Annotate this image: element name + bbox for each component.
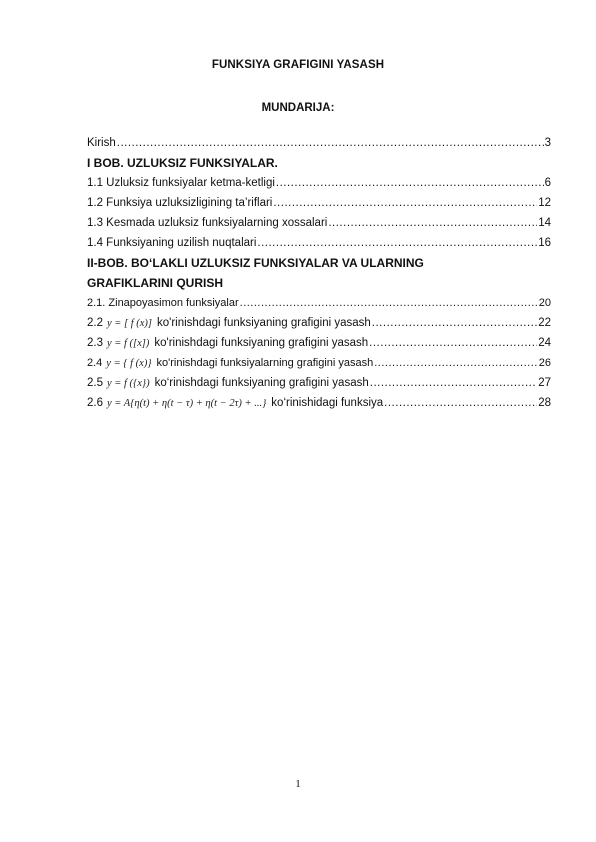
toc-entry [87,233,551,253]
toc-entry-page: 26 [538,357,551,369]
dot-leader [370,373,537,393]
toc-entry-page: 6 [544,177,551,189]
toc-entry-label: 1.2 Funksiya uzluksizligining ta’riflari [87,197,273,209]
toc-heading: MUNDARIJA: [261,102,335,114]
table-of-contents [87,133,551,413]
toc-entry-formula: y = { f (x)} [106,358,152,369]
toc-entry-page: 12 [538,197,551,209]
dot-leader [273,193,537,213]
toc-entry-page: 16 [538,237,551,249]
chapter-title: II-BOB. BO‘LAKLI UZLUKSIZ FUNKSIYALAR VA ULARNING [87,256,424,270]
toc-entry-page: 14 [538,217,551,229]
toc-entry [87,373,551,393]
toc-entry [87,193,551,213]
chapter-title: I BOB. UZLUKSIZ FUNKSIYALAR. [87,156,278,170]
dot-leader [276,173,544,193]
toc-entry-number: 2.5 [87,377,103,389]
toc-entry-label: ko‘rinishdagi funksiyaning grafigini yasash [154,377,369,389]
chapter-title: GRAFIKLARINI QURISH [87,276,223,290]
toc-entry [87,213,551,233]
toc-entry [87,393,551,413]
toc-entry-label: ko'rinishdagi funksiyalarning grafigini yasash [156,357,374,369]
dot-leader [374,353,538,373]
toc-entry-label: ko‘rinishidagi funksiya [271,397,384,409]
toc-entry-page: 3 [544,137,551,149]
toc-chapter-heading [87,273,551,293]
dot-leader [117,133,544,153]
toc-entry-label: 2.1. Zinapoyasimon funksiyalar [87,297,239,309]
dot-leader [240,293,538,313]
toc-entry-page: 28 [538,397,551,409]
toc-entry-formula: y = [ f (x)] [107,318,152,329]
toc-entry [87,293,551,313]
toc-entry-label: ko'rinishdagi funksiyaning grafigini yasash [157,317,371,329]
dot-leader [372,313,537,333]
dot-leader [328,213,537,233]
toc-entry [87,333,551,353]
toc-entry-number: 2.6 [87,397,103,409]
toc-entry-formula: y = f ({x}) [107,378,150,389]
toc-entry-number: 2.4 [87,357,103,369]
toc-chapter-heading [87,253,551,273]
dot-leader [369,333,537,353]
toc-entry-number: 2.3 [87,337,103,349]
dot-leader [384,393,537,413]
toc-entry-label: Kirish [87,137,116,149]
toc-entry-label: 1.3 Kesmada uzluksiz funksiyalarning xossalari [87,217,328,229]
toc-entry-label: 1.4 Funksiyaning uzilish nuqtalari [87,237,257,249]
document-title: FUNKSIYA GRAFIGINI YASASH [211,59,385,71]
toc-entry-page: 27 [538,377,551,389]
page-number: 1 [295,778,301,790]
toc-entry [87,313,551,333]
dot-leader [257,233,537,253]
toc-entry-page: 24 [538,337,551,349]
toc-entry-page: 20 [538,297,551,309]
toc-entry-formula: y = A{η(t) + η(t − τ) + η(t − 2τ) + ...} [107,398,267,409]
toc-chapter-heading [87,153,551,173]
toc-entry [87,133,551,153]
toc-entry [87,173,551,193]
toc-entry-label: 1.1 Uzluksiz funksiyalar ketma-ketligi [87,177,275,189]
toc-entry [87,353,551,373]
toc-entry-page: 22 [538,317,551,329]
toc-entry-number: 2.2 [87,317,103,329]
toc-entry-label: ko'rinishdagi funksiyaning grafigini yasash [154,337,369,349]
toc-entry-formula: y = f ([x]) [107,338,150,349]
